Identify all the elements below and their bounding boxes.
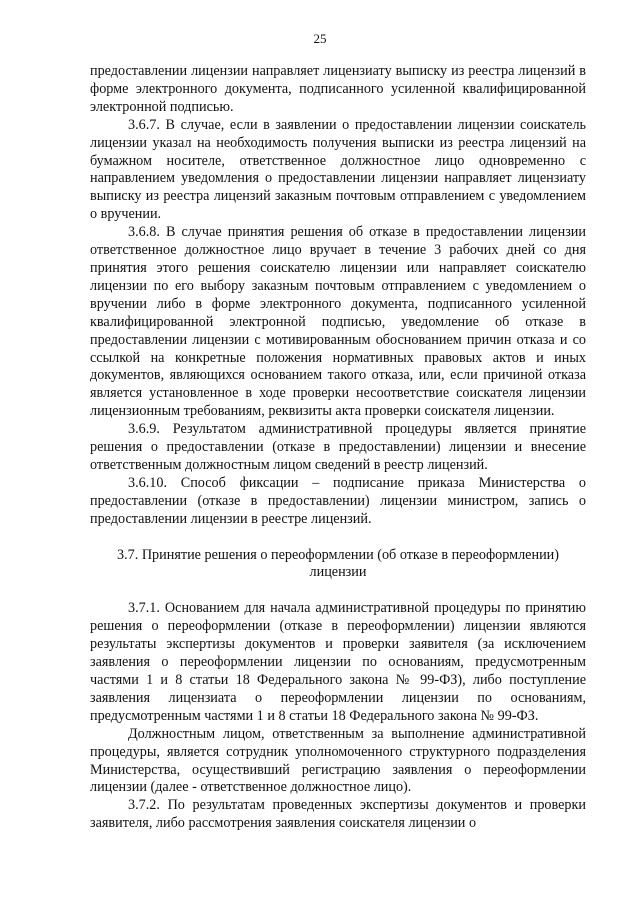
document-body [90,63,586,833]
page-number: 25 [313,31,327,46]
paragraph-continuation: предоставлении лицензии направляет лицензиату выписку из реестра лицензий в форме электронного документа, подписанного усиленной квалифицированной электронной подписью. [90,63,586,115]
paragraph-3-7-2: 3.7.2. По результатам проведенных экспертизы документов и проверки заявителя, либо рассмотрения заявления соискателя лицензии о [90,797,586,832]
paragraph-responsible-official: Должностным лицом, ответственным за выполнение административной процедуры, является сотрудник уполномоченного структурного подразделения Министерства, осуществивший регистрацию заявления о переоформлении лицензии (далее - ответственное должностное лицо). [90,725,586,796]
paragraph-3-6-7: 3.6.7. В случае, если в заявлении о предоставлении лицензии соискатель лицензии указал на необходимость получения выписки из реестра лицензий на бумажном носителе, ответственное должностное лицо одновременно с направлением уведомления о предоставлении лицензии направляет лицензиату выписку из реестра лицензий заказным почтовым отправлением с уведомлением о вручении. [90,116,586,223]
paragraph-3-6-9: 3.6.9. Результатом административной процедуры является принятие решения о предоставлении (отказе в предоставлении) лицензии и внесение ответственным должностным лицом сведений в реестр лицензий. [90,421,586,473]
paragraph-3-6-10: 3.6.10. Способ фиксации – подписание приказа Министерства о предоставлении (отказе в предоставлении) лицензии министром, запись о предоставлении лицензии в реестре лицензий. [90,474,586,527]
paragraph-3-6-8: 3.6.8. В случае принятия решения об отказе в предоставлении лицензии ответственное должностное лицо вручает в течение 3 рабочих дней со дня принятия этого решения соискателю лицензии или направляет соискателю лицензии по его выбору заказным почтовым отправлением с уведомлением о вручении либо в форме электронного документа, подписанного усиленной квалифицированной электронной подписью, уведомление об отказе в предоставлении лицензии с мотивированным обоснованием причин отказа и со ссылкой на конкретные положения нормативных правовых актов и иных документов, являющихся основанием такого отказа, или, если причиной отказа является установленное в ходе проверки несоответствие соискателя лицензии лицензионным требованиям, реквизиты акта проверки соискателя лицензии. [90,224,586,420]
paragraph-3-7-1: 3.7.1. Основанием для начала административной процедуры по принятию решения о переоформлении (отказе в переоформлении) лицензии являются результаты экспертизы документов и проверки заявителя (за исключением заявления о переоформлении лицензии по основаниям, предусмотренным частями 1 и 8 статьи 18 Федерального закона № 99-ФЗ), либо поступление заявления лицензиата о переоформлении лицензии по основаниям, предусмотренным частями 1 и 8 статьи 18 Федерального закона № 99-ФЗ. [90,600,586,724]
section-heading-3-7: 3.7. Принятие решения о переоформлении (об отказе в переоформлении) лицензии [116,546,559,581]
